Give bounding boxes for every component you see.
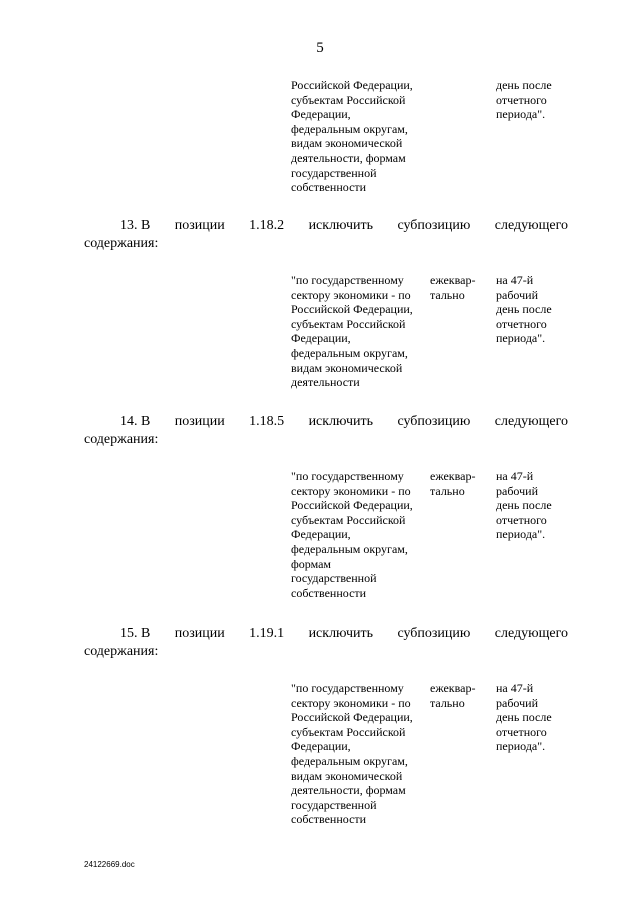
item-word: следующего	[494, 218, 568, 233]
table-cell-frequency: ежеквар- тально	[430, 681, 476, 710]
document-filename: 24122669.doc	[84, 860, 135, 869]
item-position-code: 1.18.5	[249, 414, 285, 429]
item-number: 14. В	[120, 414, 151, 429]
table-cell-description: "по государственному сектору экономики - по Российской Федерации, субъектам Российской Федерации, федеральным округам, формам государственной собственности	[291, 469, 413, 600]
item-word: позиции	[174, 414, 225, 429]
table-cell-frequency: ежеквар- тально	[430, 273, 476, 302]
table-cell-deadline: на 47-й рабочий день после отчетного периода".	[496, 273, 552, 346]
item-word: позиции	[174, 626, 225, 641]
table-cell-description: "по государственному сектору экономики - по Российской Федерации, субъектам Российской Федерации, федеральным округам, видам экономической деятельности	[291, 273, 413, 390]
item-number: 15. В	[120, 626, 151, 641]
item-word: следующего	[494, 414, 568, 429]
table-cell-description: "по государственному сектору экономики - по Российской Федерации, субъектам Российской Федерации, федеральным округам, видам экономической деятельности, формам государственной собственности	[291, 681, 413, 827]
item-word: исключить	[308, 626, 374, 641]
item-number: 13. В	[120, 218, 151, 233]
item-word: субпозицию	[397, 626, 471, 641]
item-word: субпозицию	[397, 414, 471, 429]
item-word: исключить	[308, 218, 374, 233]
table-cell-deadline: день после отчетного периода".	[496, 78, 552, 122]
item-position-code: 1.18.2	[249, 218, 285, 233]
table-cell-description: Российской Федерации, субъектам Российской Федерации, федеральным округам, видам экономической деятельности, формам государственной собственности	[291, 78, 413, 195]
table-cell-deadline: на 47-й рабочий день после отчетного периода".	[496, 469, 552, 542]
item-continuation: содержания:	[84, 644, 159, 659]
item-word: следующего	[494, 626, 568, 641]
item-13-paragraph	[84, 217, 568, 253]
item-position-code: 1.19.1	[249, 626, 285, 641]
item-continuation: содержания:	[84, 236, 159, 251]
item-15-paragraph	[84, 625, 568, 661]
table-cell-deadline: на 47-й рабочий день после отчетного периода".	[496, 681, 552, 754]
item-word: субпозицию	[397, 218, 471, 233]
item-word: исключить	[308, 414, 374, 429]
item-word: позиции	[174, 218, 225, 233]
item-continuation: содержания:	[84, 432, 159, 447]
page-number: 5	[316, 40, 324, 56]
item-14-paragraph	[84, 413, 568, 449]
table-cell-frequency: ежеквар- тально	[430, 469, 476, 498]
